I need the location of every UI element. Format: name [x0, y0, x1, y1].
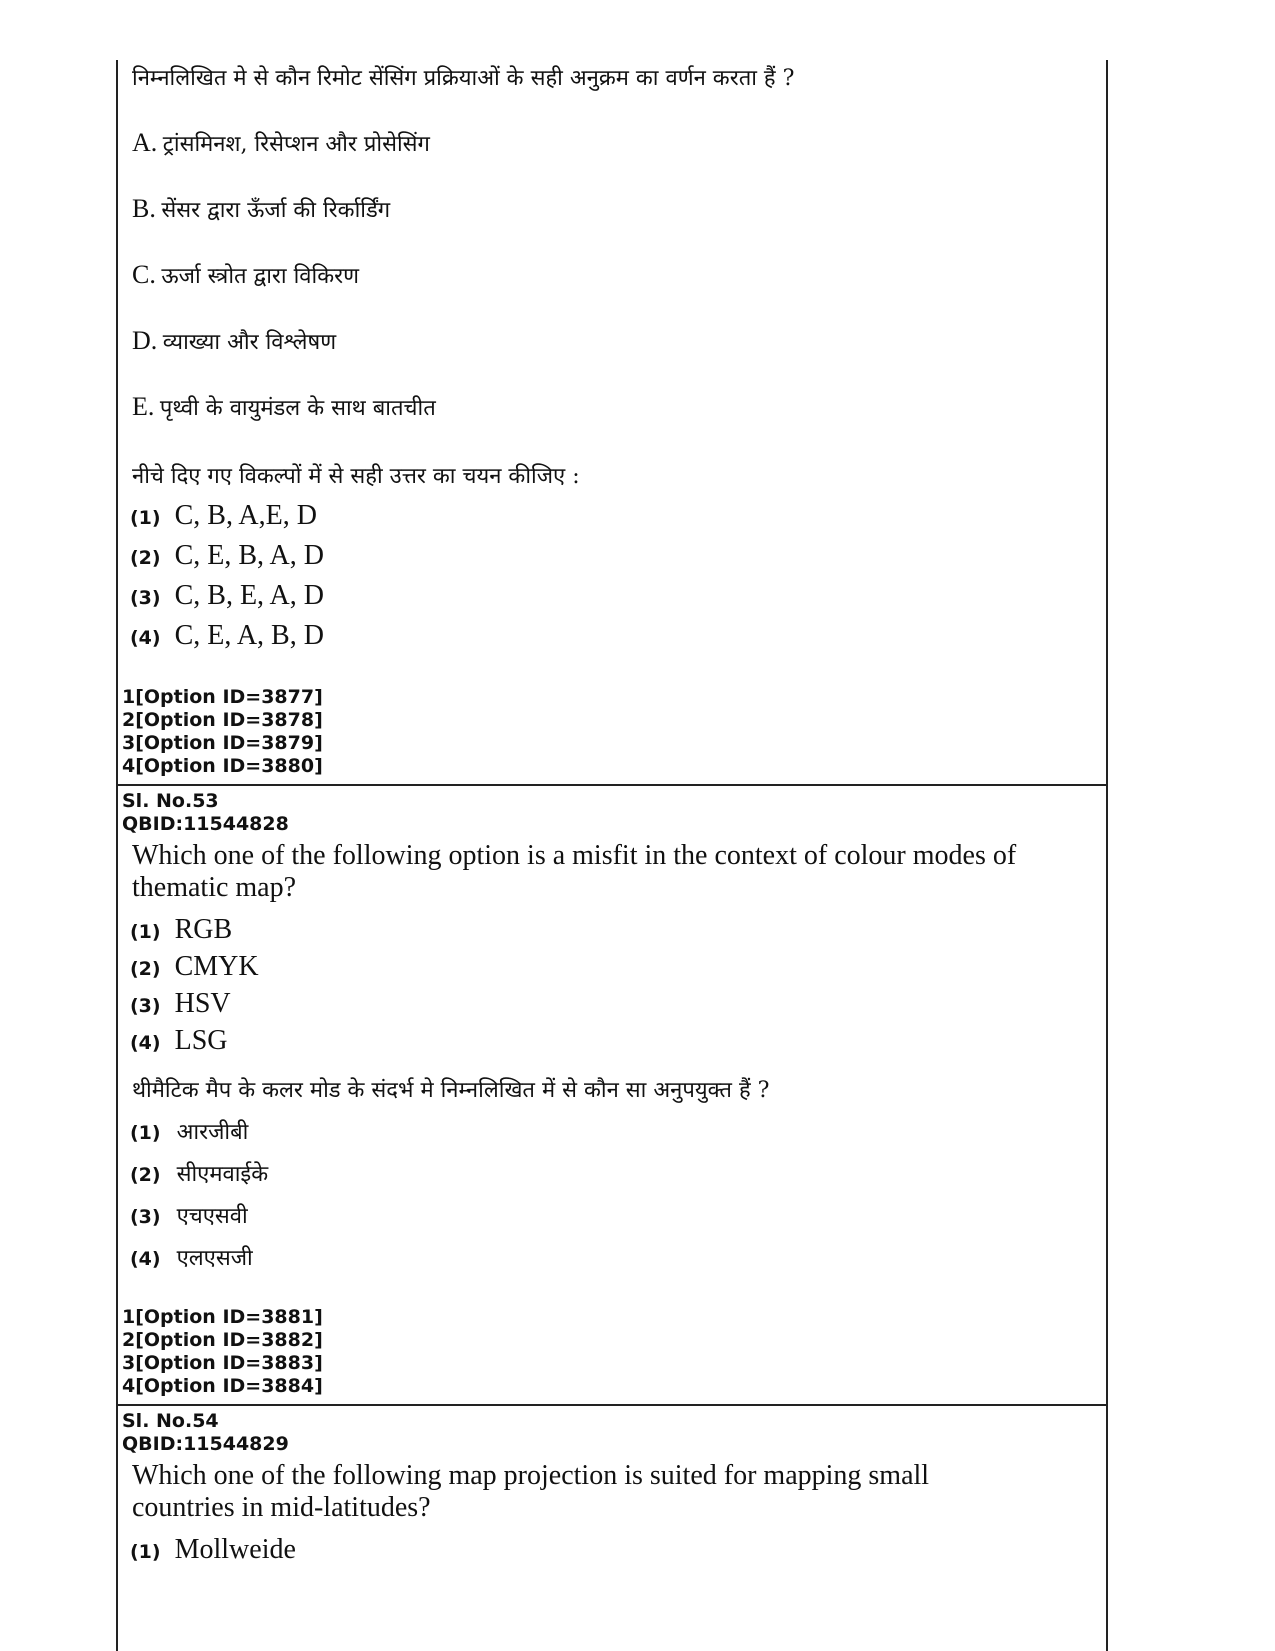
option-id: 2[Option ID=3878] — [122, 709, 323, 731]
option-id: 4[Option ID=3884] — [122, 1375, 323, 1397]
question-block-52 — [116, 60, 1108, 784]
question-text-english: Which one of the following option is a misfit in the context of colour modes of thematic map? — [132, 840, 1017, 903]
option-id: 3[Option ID=3883] — [122, 1352, 323, 1374]
statement-a: A. ट्रांसमिनश, रिसेप्शन और प्रोसेसिंग — [132, 128, 430, 157]
serial-number: Sl. No.54 — [122, 1410, 219, 1432]
instruction-text: नीचे दिए गए विकल्पों में से सही उत्तर का चयन कीजिए : — [132, 464, 580, 489]
option-id: 4[Option ID=3880] — [122, 755, 323, 777]
question-header — [122, 1410, 289, 1456]
question-text-hindi: थीमैटिक मैप के कलर मोड के संदर्भ मे निम्नलिखित में से कौन सा अनुपयुक्त हैं ? — [132, 1078, 770, 1103]
statement-d: D. व्याख्या और विश्लेषण — [132, 326, 337, 355]
question-text-english: Which one of the following map projection is suited for mapping small countries in mid-latitudes? — [132, 1460, 930, 1523]
option-id: 1[Option ID=3877] — [122, 686, 323, 708]
qbid: QBID:11544828 — [122, 813, 289, 835]
option-id-list — [122, 686, 323, 778]
option-3-hindi: (3) एचएसवी — [130, 1204, 248, 1229]
option-1: (1) C, B, A,E, D — [130, 500, 317, 531]
option-1-hindi: (1) आरजीबी — [130, 1120, 249, 1145]
option-2: (2) C, E, B, A, D — [130, 540, 324, 571]
option-id: 1[Option ID=3881] — [122, 1306, 323, 1328]
option-2-hindi: (2) सीएमवाईके — [130, 1162, 269, 1187]
option-1: (1) RGB — [130, 914, 233, 945]
option-3: (3) HSV — [130, 988, 231, 1019]
question-text-hindi: निम्नलिखित मे से कौन रिमोट सेंसिंग प्रक्रियाओं के सही अनुक्रम का वर्णन करता हैं ? — [132, 66, 795, 91]
option-id: 2[Option ID=3882] — [122, 1329, 323, 1351]
option-id-list — [122, 1306, 323, 1398]
statement-c: C. ऊर्जा स्त्रोत द्वारा विकिरण — [132, 260, 360, 289]
option-4: (4) C, E, A, B, D — [130, 620, 324, 651]
serial-number: Sl. No.53 — [122, 790, 219, 812]
question-header — [122, 790, 289, 836]
statement-b: B. सेंसर द्वारा ऊँर्जा की रिर्कार्डिंग — [132, 194, 391, 223]
option-3: (3) C, B, E, A, D — [130, 580, 324, 611]
option-4-hindi: (4) एलएसजी — [130, 1246, 253, 1271]
statement-e: E. पृथ्वी के वायुमंडल के साथ बातचीत — [132, 392, 436, 421]
option-4: (4) LSG — [130, 1025, 228, 1056]
option-id: 3[Option ID=3879] — [122, 732, 323, 754]
option-2: (2) CMYK — [130, 951, 259, 982]
option-1: (1) Mollweide — [130, 1534, 296, 1565]
qbid: QBID:11544829 — [122, 1433, 289, 1455]
